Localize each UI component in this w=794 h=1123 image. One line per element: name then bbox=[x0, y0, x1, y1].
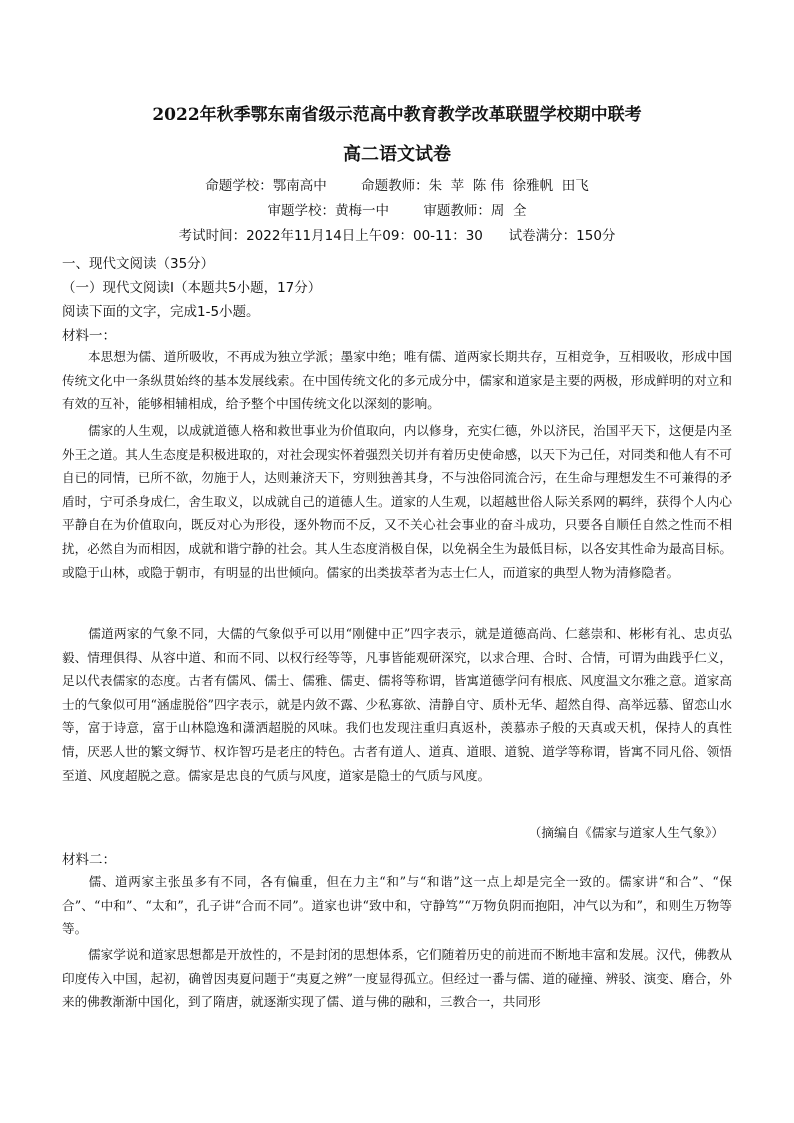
material-one-paragraph bbox=[62, 622, 732, 814]
material-two-label: 材料二： bbox=[62, 852, 116, 868]
material-two-paragraph bbox=[62, 943, 732, 1039]
paragraph-text: 儒道两家的气象不同，大儒的气象似乎可以用“刚健中正”四字表示，就是道德高尚、仁慈崇和、彬彬有礼、忠贞弘毅、情理俱得、从容中道、和而不同、以权行经等等，凡事皆能观研深究，以求合理、合时、合情，可谓为曲践乎仁义，足以代表儒家的态度。古者有儒风、儒士、儒雅、儒吏、儒将等称谓，皆寓道德学问有根底、风度温文尔雅之意。道家高士的气象似可用“涵虚脱俗”四字表示，就是内敛不露、少私寡欲、清静自守、质朴无华、超然自得、高举远慕、留恋山水等，富于诗意，富于山林隐逸和潇洒超脱的风味。我们也发现注重归真返朴，羡慕赤子般的天真或天机，保持人的真性情，厌恶人世的繁文缛节、权诈智巧是老庄的特色。古者有道人、道真、道眼、道貌、道学等称谓，皆寓不同凡俗、领悟至道、风度超脱之意。儒家是忠良的气质与风度，道家是隐士的气质与风度。 bbox=[62, 626, 732, 783]
instruction: 阅读下面的文字，完成1-5小题。 bbox=[62, 304, 260, 320]
material-two-paragraph bbox=[62, 870, 732, 942]
paragraph-text: 儒家的人生观，以成就道德人格和救世事业为价值取向，内以修身，充实仁德，外以济民，治国平天下，这便是内圣外王之道。其人生态度是积极进取的，对社会现实怀着强烈关切并有着历史使命感，以天下为己任，对同类和他人有不可自已的同情，已所不欲，勿施于人，达则兼济天下，穷则独善其身，不与浊俗同流合污，在生命与理想发生不可兼得的矛盾时，宁可杀身成仁，舍生取义，以成就自己的道德人生。道家的人生观，以超越世俗人际关系网的羁绊，获得个人内心平静自在为价值取向，既反对心为形役，逐外物而不反，又不关心社会事业的奋斗成功，只要各自顺任自然之性而不相扰，必然自为而相因，成就和谐宁静的社会。其人生态度消极自保，以免祸全生为最低目标，以各安其性命为最高目标。或隐于山林，或隐于朝市，有明显的出世倾向。儒家的出类拔萃者为志士仁人，而道家的典型人物为清修隐者。 bbox=[62, 423, 732, 580]
material-one-label: 材料一： bbox=[62, 328, 116, 344]
paragraph-text: 儒、道两家主张虽多有不同，各有偏重，但在力主“和”与“和谐”这一点上却是完全一致的。儒家讲“和合”、“保合”、“中和”、“太和”，孔子讲“合而不同”。道家也讲“致中和，守静笃”“万物负阴而抱阳，冲气以为和”，和则生万物等等。 bbox=[62, 874, 732, 937]
setter-info: 命题学校：鄂南高中 命题教师：朱 苹 陈 伟 徐雅帆 田飞 bbox=[205, 178, 589, 194]
section-heading: 一、现代文阅读（35分） bbox=[62, 256, 215, 272]
sub-section-heading: （一）现代文阅读Ⅰ（本题共5小题，17分） bbox=[62, 280, 322, 296]
material-one-source: （摘编自《儒家与道家人生气象》） bbox=[528, 825, 724, 840]
exam-time-info: 考试时间：2022年11月14日上午09：00-11：30 试卷满分：150分 bbox=[178, 228, 616, 244]
reviewer-info: 审题学校：黄梅一中 审题教师：周 全 bbox=[267, 203, 527, 219]
paragraph-text: 儒家学说和道家思想都是开放性的，不是封闭的思想体系，它们随着历史的前进而不断地丰富和发展。汉代，佛教从印度传入中国，起初，确曾因夷夏问题于“夷夏之辨”一度显得孤立。但经过一番与儒、道的碰撞、辨驳、演变、磨合，外来的佛教渐渐中国化，到了隋唐，就逐渐实现了儒、道与佛的融和，三教合一，共同形 bbox=[62, 947, 732, 1010]
material-one-paragraph bbox=[62, 345, 732, 417]
material-one-paragraph bbox=[62, 419, 732, 611]
paragraph-text: 本思想为儒、道所吸收，不再成为独立学派；墨家中绝；唯有儒、道两家长期共存，互相竞争，互相吸收，形成中国传统文化中一条纵贯始终的基本发展线索。在中国传统文化的多元成分中，儒家和道家是主要的两极，形成鲜明的对立和有效的互补，能够相辅相成，给予整个中国传统文化以深刻的影响。 bbox=[62, 349, 732, 412]
exam-subtitle: 高二语文试卷 bbox=[343, 144, 451, 165]
exam-title: 2022年秋季鄂东南省级示范高中教育教学改革联盟学校期中联考 bbox=[152, 105, 642, 125]
